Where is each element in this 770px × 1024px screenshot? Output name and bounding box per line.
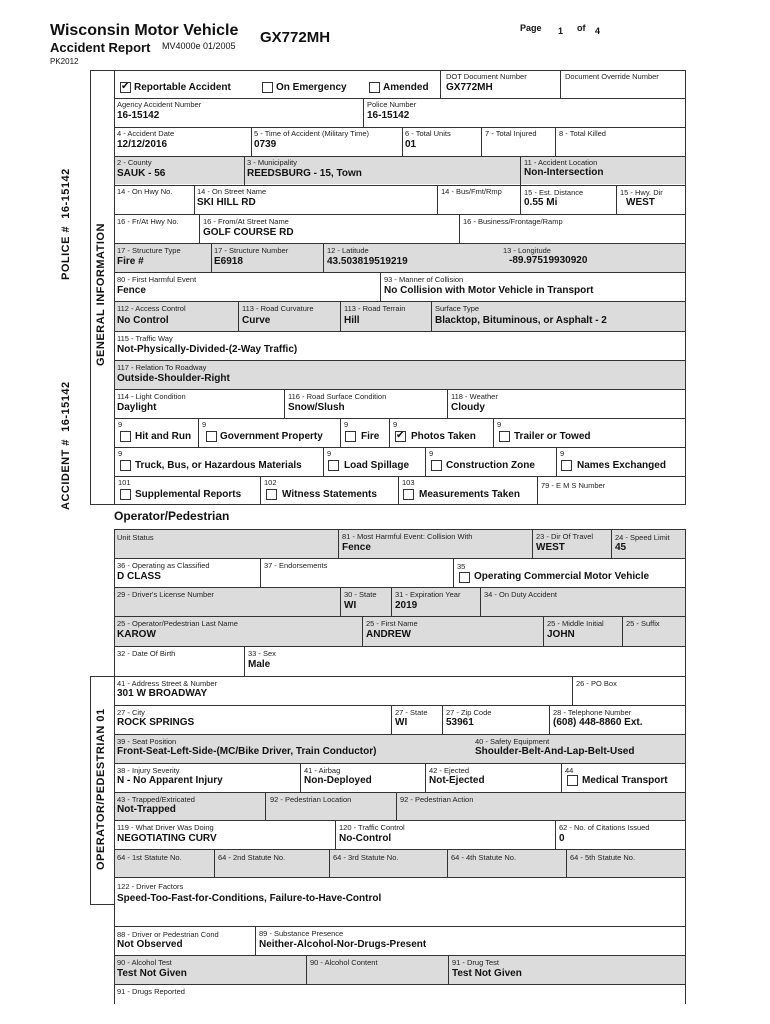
distance-value: 0.55 Mi — [524, 197, 558, 208]
traffic-control-value: No-Control — [339, 833, 392, 844]
fr-street-label: 16 - From/At Street Name — [203, 217, 289, 226]
relation-value: Outside-Shoulder-Right — [117, 373, 230, 384]
condition-value: Not Observed — [117, 939, 183, 950]
accident-side-label: ACCIDENT # 16-15142 — [60, 381, 72, 510]
expiration-label: 31 - Expiration Year — [395, 590, 461, 599]
longitude-value: -89.97519930920 — [509, 255, 588, 266]
doing-label: 119 - What Driver Was Doing — [117, 823, 214, 832]
on-emergency-checkbox[interactable] — [262, 82, 273, 93]
state-value: WI — [344, 600, 357, 611]
page-number: 1 — [558, 26, 564, 36]
safety-label: 40 - Safety Equipment — [475, 737, 550, 746]
field-9-label: 9 — [202, 420, 207, 429]
seat-label: 39 - Seat Position — [117, 737, 177, 746]
weather-value: Cloudy — [451, 402, 485, 413]
harm-label: 80 - First Harmful Event — [117, 275, 197, 284]
field-9-label: 9 — [118, 420, 123, 429]
witness-checkbox[interactable] — [266, 489, 277, 500]
agency-label: Agency Accident Number — [117, 100, 202, 109]
latitude-label: 12 - Latitude — [327, 246, 369, 255]
relation-label: 117 - Relation To Roadway — [117, 363, 207, 372]
location-value: Non-Intersection — [524, 167, 604, 178]
factors-label: 122 - Driver Factors — [117, 882, 184, 891]
curvature-value: Curve — [242, 315, 271, 326]
medical-transport-label: Medical Transport — [582, 775, 668, 786]
class-label: 36 - Operating as Classified — [117, 561, 210, 570]
statute-2-label: 64 - 2nd Statute No. — [218, 853, 286, 862]
supplemental-label: Supplemental Reports — [135, 489, 242, 500]
county-value: SAUK - 56 — [117, 168, 166, 179]
distance-label: 15 - Est. Distance — [524, 188, 584, 197]
construction-checkbox[interactable] — [431, 460, 442, 471]
statute-4-label: 64 - 4th Statute No. — [451, 853, 517, 862]
statute-1-label: 64 - 1st Statute No. — [117, 853, 182, 862]
endorsements-label: 37 - Endorsements — [264, 561, 328, 570]
access-value: No Control — [117, 315, 169, 326]
medical-transport-checkbox[interactable] — [567, 775, 578, 786]
truck-label: Truck, Bus, or Hazardous Materials — [135, 460, 302, 471]
dir-value: WEST — [536, 542, 565, 553]
statute-3-label: 64 - 3rd Statute No. — [333, 853, 399, 862]
field-44-label: 44 — [565, 766, 574, 775]
field-9-label: 9 — [393, 420, 398, 429]
phone-label: 28 - Telephone Number — [553, 708, 632, 717]
field-9-label: 9 — [497, 420, 502, 429]
units-label: 6 - Total Units — [405, 129, 451, 138]
field-9-label: 9 — [429, 449, 434, 458]
light-value: Daylight — [117, 402, 157, 413]
field-9-label: 9 — [344, 420, 349, 429]
address-value: 301 W BROADWAY — [117, 688, 208, 699]
expiration-value: 2019 — [395, 600, 418, 611]
amended-label: Amended — [383, 82, 429, 93]
curvature-label: 113 - Road Curvature — [242, 304, 314, 313]
manner-label: 93 - Manner of Collision — [384, 275, 464, 284]
street-value: SKI HILL RD — [197, 197, 256, 208]
drug-test-value: Test Not Given — [452, 968, 522, 979]
ejected-label: 42 - Ejected — [429, 766, 470, 775]
dob-label: 32 - Date Of Birth — [117, 649, 176, 658]
date-label: 4 - Accident Date — [117, 129, 175, 138]
hit-run-checkbox[interactable] — [120, 431, 131, 442]
spillage-label: Load Spillage — [344, 460, 410, 471]
commercial-checkbox[interactable] — [459, 572, 470, 583]
trapped-label: 43 - Trapped/Extricated — [117, 795, 195, 804]
ped-location-label: 92 - Pedestrian Location — [270, 795, 352, 804]
hwy-dir-label: 15 - Hwy. Dir — [620, 188, 663, 197]
page-total: 4 — [595, 26, 601, 36]
dot-doc-label: DOT Document Number — [446, 72, 527, 81]
municipality-value: REEDSBURG - 15, Town — [247, 168, 362, 179]
fire-checkbox[interactable] — [345, 431, 356, 442]
general-info-label: GENERAL INFORMATION — [95, 223, 107, 366]
terrain-label: 113 - Road Terrain — [344, 304, 406, 313]
photos-label: Photos Taken — [411, 431, 476, 442]
addr-state-label: 27 - State — [395, 708, 428, 717]
unit-status-label: Unit Status — [117, 533, 154, 542]
measurements-checkbox[interactable] — [403, 489, 414, 500]
reportable-checkbox[interactable] — [120, 82, 131, 93]
most-harm-label: 81 - Most Harmful Event: Collision With — [342, 532, 473, 541]
weather-label: 118 - Weather — [451, 392, 498, 401]
last-name-value: KAROW — [117, 629, 156, 640]
airbag-label: 41 - Airbag — [304, 766, 341, 775]
field-102-label: 102 — [264, 478, 277, 487]
first-name-value: ANDREW — [366, 629, 411, 640]
longitude-label: 13 - Longitude — [503, 246, 551, 255]
doc-override-label: Document Override Number — [565, 72, 659, 81]
fire-label: Fire — [361, 431, 380, 442]
header-doc-number: GX772MH — [260, 29, 331, 46]
police-number-value: 16-15142 — [367, 110, 410, 121]
injury-label: 38 - Injury Severity — [117, 766, 180, 775]
state-label: 30 - State — [344, 590, 377, 599]
supplemental-checkbox[interactable] — [120, 489, 131, 500]
location-label: 11 - Accident Location — [524, 158, 598, 167]
last-name-label: 25 - Operator/Pedestrian Last Name — [117, 619, 238, 628]
truck-checkbox[interactable] — [120, 460, 131, 471]
traffic-label: 115 - Traffic Way — [117, 334, 173, 343]
hit-run-label: Hit and Run — [135, 431, 192, 442]
construction-label: Construction Zone — [446, 460, 535, 471]
surface-type-label: Surface Type — [435, 304, 480, 313]
report-title: Wisconsin Motor Vehicle — [50, 22, 239, 39]
police-number-label: Police Number — [367, 100, 417, 109]
sex-value: Male — [248, 659, 271, 670]
city-label: 27 - City — [117, 708, 145, 717]
speed-value: 45 — [615, 542, 627, 553]
agency-value: 16-15142 — [117, 110, 160, 121]
most-harm-value: Fence — [342, 542, 371, 553]
po-box-label: 26 - PO Box — [576, 679, 617, 688]
measurements-label: Measurements Taken — [419, 489, 520, 500]
gov-prop-checkbox[interactable] — [206, 431, 217, 442]
pk-code: PK2012 — [50, 57, 79, 66]
sex-label: 33 - Sex — [248, 649, 276, 658]
manner-value: No Collision with Motor Vehicle in Transport — [384, 285, 594, 296]
field-9-label: 9 — [560, 449, 565, 458]
field-9-label: 9 — [327, 449, 332, 458]
names-label: Names Exchanged — [577, 460, 666, 471]
hwy-label: 14 - On Hwy No. — [117, 187, 173, 196]
row-grey-tests — [115, 955, 685, 984]
injured-label: 7 - Total Injured — [485, 129, 537, 138]
field-101-label: 101 — [118, 478, 131, 487]
operator-section-label: OPERATOR/PEDESTRIAN 01 — [95, 708, 107, 870]
statute-5-label: 64 - 5th Statute No. — [570, 853, 636, 862]
middle-value: JOHN — [547, 629, 575, 640]
duty-label: 34 - On Duty Accident — [484, 590, 557, 599]
killed-label: 8 - Total Killed — [559, 129, 606, 138]
municipality-label: 3 - Municipality — [247, 158, 298, 167]
form-code: MV4000e 01/2005 — [162, 41, 236, 51]
witness-label: Witness Statements — [282, 489, 377, 500]
zip-label: 27 - Zip Code — [446, 708, 492, 717]
terrain-value: Hill — [344, 315, 360, 326]
report-subtitle: Accident Report — [50, 40, 151, 55]
alcohol-test-value: Test Not Given — [117, 968, 187, 979]
gov-prop-label: Government Property — [220, 431, 323, 442]
suffix-label: 25 - Suffix — [626, 619, 660, 628]
speed-label: 24 - Speed Limit — [615, 533, 670, 542]
latitude-value: 43.503819519219 — [327, 256, 408, 267]
seat-value: Front-Seat-Left-Side-(MC/Bike Driver, Train Conductor) — [117, 746, 377, 757]
fr-street-value: GOLF COURSE RD — [203, 227, 294, 238]
reportable-label: Reportable Accident — [134, 82, 231, 93]
ems-label: 79 - E M S Number — [541, 481, 606, 490]
trailer-label: Trailer or Towed — [514, 431, 591, 442]
middle-label: 25 - Middle Initial — [547, 619, 604, 628]
dot-doc-value: GX772MH — [446, 82, 493, 93]
surface-cond-label: 116 - Road Surface Condition — [288, 392, 387, 401]
page-label: Page — [520, 23, 542, 33]
fr-hwy-label: 16 - Fr/At Hwy No. — [117, 217, 179, 226]
traffic-control-label: 120 - Traffic Control — [339, 823, 405, 832]
first-name-label: 25 - First Name — [366, 619, 418, 628]
field-9-label: 9 — [118, 449, 123, 458]
drugs-reported-label: 91 - Drugs Reported — [117, 987, 185, 996]
police-side-label: POLICE # 16-15142 — [60, 168, 72, 280]
trapped-value: Not-Trapped — [117, 804, 176, 815]
photos-checkbox[interactable] — [395, 431, 406, 442]
time-label: 5 - Time of Accident (Military Time) — [254, 129, 370, 138]
surface-type-value: Blacktop, Bituminous, or Asphalt - 2 — [435, 315, 607, 326]
struct-type-value: Fire # — [117, 256, 144, 267]
zip-value: 53961 — [446, 717, 474, 728]
harm-value: Fence — [117, 285, 146, 296]
surface-cond-value: Snow/Slush — [288, 402, 345, 413]
airbag-value: Non-Deployed — [304, 775, 372, 786]
struct-type-label: 17 - Structure Type — [117, 246, 181, 255]
doing-value: NEGOTIATING CURV — [117, 833, 217, 844]
substance-label: 89 - Substance Presence — [259, 929, 344, 938]
operator-section-title: Operator/Pedestrian — [114, 509, 230, 523]
citations-value: 0 — [559, 833, 565, 844]
access-label: 112 - Access Control — [117, 304, 186, 313]
traffic-value: Not-Physically-Divided-(2-Way Traffic) — [117, 344, 298, 355]
class-value: D CLASS — [117, 571, 161, 582]
addr-state-value: WI — [395, 717, 408, 728]
condition-label: 88 - Driver or Pedestrian Cond — [117, 930, 219, 939]
dir-label: 23 - Dir Of Travel — [536, 532, 594, 541]
trailer-checkbox[interactable] — [499, 431, 510, 442]
struct-num-label: 17 - Structure Number — [214, 246, 289, 255]
names-checkbox[interactable] — [561, 460, 572, 471]
injury-value: N - No Apparent Injury — [117, 775, 223, 786]
commercial-label: Operating Commercial Motor Vehicle — [474, 571, 650, 582]
spillage-checkbox[interactable] — [328, 460, 339, 471]
on-emergency-label: On Emergency — [276, 82, 347, 93]
time-value: 0739 — [254, 139, 277, 150]
city-value: ROCK SPRINGS — [117, 717, 195, 728]
light-label: 114 - Light Condition — [117, 392, 186, 401]
street-label: 14 - On Street Name — [197, 187, 267, 196]
hwy-dir-value: WEST — [626, 197, 655, 208]
substance-value: Neither-Alcohol-Nor-Drugs-Present — [259, 939, 427, 950]
address-label: 41 - Address Street & Number — [117, 679, 218, 688]
ped-action-label: 92 - Pedestrian Action — [400, 795, 474, 804]
drug-test-label: 91 - Drug Test — [452, 958, 499, 967]
field-103-label: 103 — [402, 478, 415, 487]
safety-value: Shoulder-Belt-And-Lap-Belt-Used — [475, 746, 635, 757]
date-value: 12/12/2016 — [117, 139, 168, 150]
license-label: 29 - Driver's License Number — [117, 590, 214, 599]
bus-label: 14 - Bus/Fmt/Rmp — [441, 187, 502, 196]
ejected-value: Not-Ejected — [429, 775, 485, 786]
factors-value: Speed-Too-Fast-for-Conditions, Failure-to-Have-Control — [117, 893, 382, 904]
units-value: 01 — [405, 139, 417, 150]
field-35-label: 35 — [457, 562, 466, 571]
page-of-label: of — [577, 23, 586, 33]
amended-checkbox[interactable] — [369, 82, 380, 93]
alcohol-content-label: 90 - Alcohol Content — [310, 958, 378, 967]
frontage-label: 16 - Business/Frontage/Ramp — [463, 217, 563, 226]
phone-value: (608) 448-8860 Ext. — [553, 717, 643, 728]
county-label: 2 - County — [117, 158, 152, 167]
struct-num-value: E6918 — [214, 256, 243, 267]
citations-label: 62 - No. of Citations Issued — [559, 823, 650, 832]
alcohol-test-label: 90 - Alcohol Test — [117, 958, 172, 967]
